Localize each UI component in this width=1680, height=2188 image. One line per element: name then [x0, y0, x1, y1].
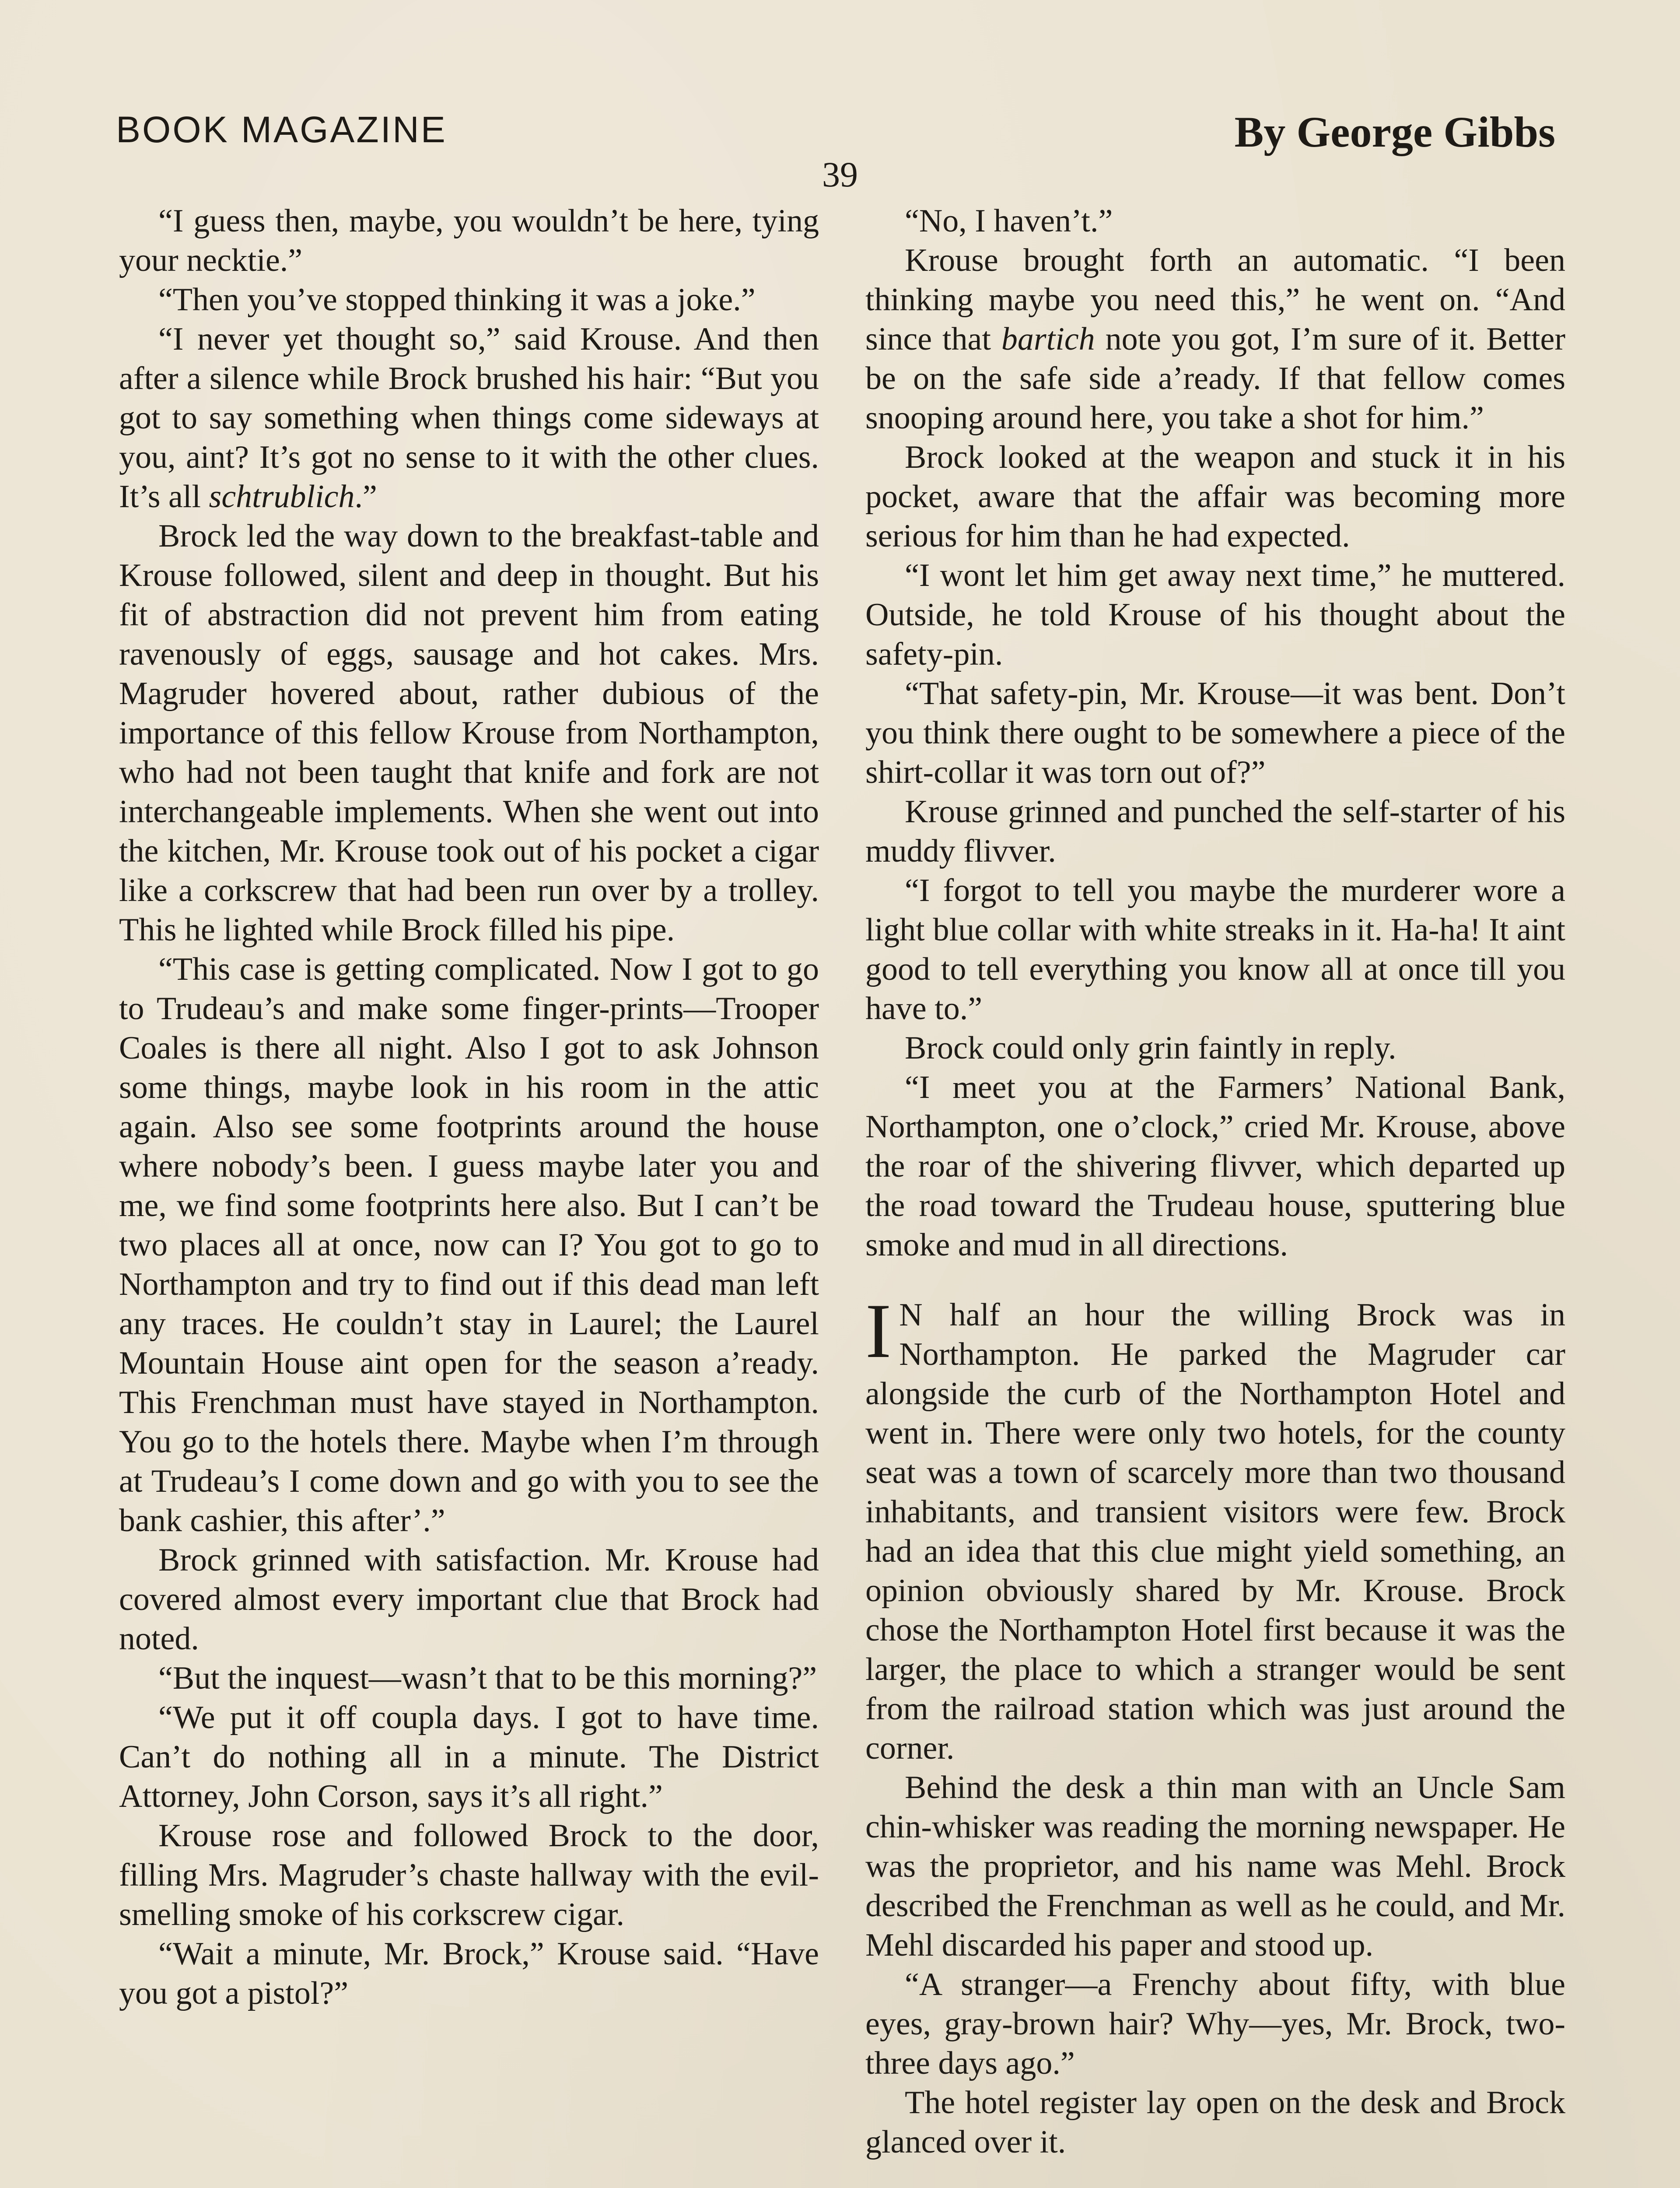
section-opening-paragraph	[865, 1287, 1565, 1768]
paragraph	[865, 1068, 1565, 1265]
paragraph	[865, 556, 1565, 674]
paragraph	[865, 1028, 1565, 1068]
paragraph-text: “I meet you at the Farmers’ National Bank, Northampton, one o’clock,” cried Mr. Krouse, above the roar of the shivering flivver, which departed up the road toward the Trudeau house, sputtering blue smoke and mud in all directions.	[865, 1069, 1565, 1263]
paragraph	[119, 1659, 819, 1698]
paragraph-text: Brock led the way down to the breakfast-table and Krouse followed, silent and deep in thought. But his fit of abstraction did not prevent him from eating ravenously of eggs, sausage and hot cakes. Mrs. Magruder hovered about, rather dubious of the importance of this fellow Krouse from Northampton, who had not been taught that knife and fork are not interchangeable implements. When she went out into the kitchen, Mr. Krouse took out of his pocket a cigar like a corkscrew that had been run over by a trolley. This he lighted while Brock filled his pipe.	[119, 518, 819, 948]
paragraph	[865, 792, 1565, 871]
paragraph-text: note you got, I’m sure of it. Better be on the safe side a’ready. If that fellow comes snooping around here, you take a shot for him.”	[865, 321, 1565, 436]
paragraph-text: “That safety-pin, Mr. Krouse—it was bent. Don’t you think there ought to be somewhere a piece of the shirt-collar it was torn out of?”	[865, 676, 1565, 790]
paragraph-text: “I never yet thought so,” said Krouse. And then after a silence while Brock brushed his hair: “But you got to say something when things come sideways at you, aint? It’s got no sense to it with the other clues. It’s all	[119, 321, 819, 515]
paragraph: “A stranger—a Frenchy about fifty, with blue eyes, gray-brown hair? Why—yes, Mr. Brock, two-three days ago.”	[865, 1967, 1565, 2081]
paragraph-text: Brock grinned with satisfaction. Mr. Krouse had covered almost every important clue that Brock had noted.	[119, 1542, 819, 1657]
section-opening-text: N half an hour the willing Brock was in Northampton. He parked the Magruder car alongside the curb of the Northampton Hotel and went in. There were only two hotels, for the county seat was a town of scarcely more than two thousand inhabitants, and transient visitors were few. Brock had an idea that this clue might yield something, an opinion obviously shared by Mr. Krouse. Brock chose the Northampton Hotel first because it was the larger, the place to which a stranger would be sent from the railroad station which was just around the corner.	[865, 1297, 1565, 1766]
paragraph-text: “Wait a minute, Mr. Brock,” Krouse said. “Have you got a pistol?”	[119, 1936, 819, 2011]
paragraph	[865, 201, 1565, 241]
paragraph-text: “This case is getting complicated. Now I got to go to Trudeau’s and make some finger-prints—Trooper Coales is there all night. Also I got to ask Johnson some things, maybe look in his room in the attic again. Also see some footprints around the house where nobody’s been. I guess maybe later you and me, we find some footprints here also. But I can’t be two places all at once, now can I? You got to go to Northampton and try to find out if this dead man left any traces. He couldn’t stay in Laurel; the Laurel Mountain House aint open for the season a’ready. This Frenchman must have stayed in Northampton. You go to the hotels there. Maybe when I’m through at Trudeau’s I come down and go with you to see the bank cashier, this after’.”	[119, 951, 819, 1539]
drop-cap-initial: I	[865, 1287, 892, 1374]
paragraph-text: “I wont let him get away next time,” he muttered. Outside, he told Krouse of his thought about the safety-pin.	[865, 558, 1565, 672]
paragraph	[119, 280, 819, 319]
paragraph	[119, 1816, 819, 1934]
paragraph-text: Brock could only grin faintly in reply.	[905, 1030, 1396, 1066]
right-column-section-body	[865, 1768, 1565, 2162]
paragraph-text: Krouse brought forth an automatic. “I been thinking maybe you need this,” he went on. “And since that	[865, 242, 1565, 357]
paragraph	[119, 1540, 819, 1659]
left-text-column	[119, 201, 819, 2013]
magazine-title: BOOK MAGAZINE	[116, 109, 447, 150]
right-column-continuation	[865, 201, 1565, 1265]
paragraph	[119, 201, 819, 280]
paragraph	[119, 1934, 819, 2013]
paragraph	[119, 319, 819, 516]
paragraph: Behind the desk a thin man with an Uncle Sam chin-whisker was reading the morning newspaper. He was the proprietor, and his name was Mehl. Brock described the Frenchman as well as he could, and Mr. Mehl discarded his paper and stood up.	[865, 1770, 1565, 1963]
paragraph	[865, 871, 1565, 1028]
paragraph-text: Brock looked at the weapon and stuck it in his pocket, aware that the affair was becoming more serious for him than he had expected.	[865, 439, 1565, 554]
page-number: 39	[822, 154, 858, 194]
paragraph-text: “I guess then, maybe, you wouldn’t be here, tying your necktie.”	[119, 203, 819, 278]
paragraph-text: “We put it off coupla days. I got to have time. Can’t do nothing all in a minute. The District Attorney, John Corson, says it’s all right.”	[119, 1700, 819, 1814]
paragraph	[865, 438, 1565, 556]
paragraph	[119, 950, 819, 1540]
paragraph	[119, 516, 819, 950]
italic-phrase: schtrublich	[209, 479, 355, 515]
paragraph	[865, 674, 1565, 792]
paragraph-text: “I forgot to tell you maybe the murderer wore a light blue collar with white streaks in it. Ha-ha! It aint good to tell everything you know all at once till you have to.”	[865, 873, 1565, 1027]
author-byline: By George Gibbs	[1234, 108, 1555, 156]
paragraph: The hotel register lay open on the desk and Brock glanced over it.	[865, 2085, 1565, 2160]
paragraph-text: Krouse rose and followed Brock to the door, filling Mrs. Magruder’s chaste hallway with the evil-smelling smoke of his corkscrew cigar.	[119, 1818, 819, 1932]
paragraph	[119, 1698, 819, 1816]
paragraph	[865, 241, 1565, 438]
paragraph-text: .”	[354, 479, 377, 515]
right-text-column	[865, 201, 1565, 2162]
paragraph-text: Krouse grinned and punched the self-starter of his muddy flivver.	[865, 794, 1565, 869]
paragraph-text: “No, I haven’t.”	[905, 203, 1113, 239]
paragraph-text: “But the inquest—wasn’t that to be this morning?”	[158, 1660, 817, 1696]
paragraph-text: “Then you’ve stopped thinking it was a joke.”	[158, 282, 756, 318]
italic-phrase: bartich	[1001, 321, 1095, 357]
